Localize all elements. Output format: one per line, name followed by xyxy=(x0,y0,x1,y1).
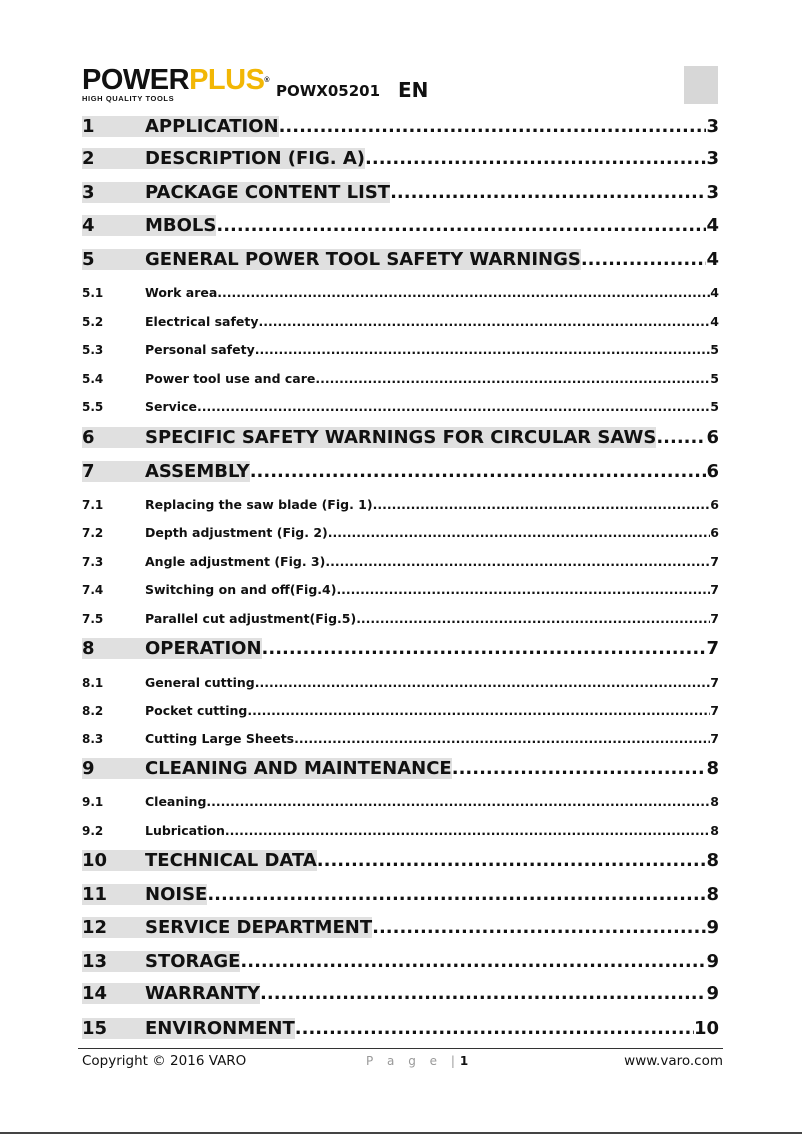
toc-entry-number-cell xyxy=(82,758,145,779)
toc-entry-title: Electrical safety xyxy=(145,314,259,329)
toc-leader-dots xyxy=(294,731,710,746)
toc-entry-page: 8 xyxy=(710,823,719,838)
toc-entry-title: Cutting Large Sheets xyxy=(145,731,295,746)
toc-entry[interactable] xyxy=(82,342,719,357)
toc-entry-number: 5.1 xyxy=(82,286,104,300)
toc-entry-page: 3 xyxy=(706,182,719,203)
toc-entry-page: 7 xyxy=(710,582,719,597)
toc-entry-number-cell xyxy=(82,917,145,938)
toc-leader-dots xyxy=(373,497,711,512)
toc-entry-title: General cutting xyxy=(145,675,255,690)
toc-entry[interactable] xyxy=(82,675,719,690)
toc-entry-number-cell xyxy=(82,983,145,1004)
toc-leader-dots xyxy=(255,675,711,690)
page-footer xyxy=(78,1048,723,1077)
toc-entry-page: 7 xyxy=(710,675,719,690)
toc-entry-number: 9.1 xyxy=(82,795,104,809)
page-indicator: P a g e |1 xyxy=(366,1054,469,1068)
toc-entry-title: PACKAGE CONTENT LIST xyxy=(145,182,391,203)
toc-entry-number: 3 xyxy=(82,182,95,203)
toc-entry-number: 10 xyxy=(82,850,108,871)
toc-entry[interactable] xyxy=(82,249,719,270)
toc-entry-number: 5.3 xyxy=(82,343,104,357)
toc-entry[interactable] xyxy=(82,758,719,779)
toc-entry[interactable] xyxy=(82,1018,719,1039)
bottom-divider xyxy=(0,1132,802,1134)
toc-leader-dots xyxy=(206,794,710,809)
toc-leader-dots xyxy=(247,703,710,718)
powerplus-logo xyxy=(82,66,269,103)
toc-entry[interactable] xyxy=(82,525,719,540)
toc-entry[interactable] xyxy=(82,611,719,626)
toc-entry-page: 3 xyxy=(706,116,719,137)
toc-entry[interactable] xyxy=(82,461,719,482)
toc-entry-number: 9.2 xyxy=(82,824,104,838)
language-code: EN xyxy=(398,78,429,102)
toc-entry-number: 11 xyxy=(82,884,108,905)
toc-leader-dots xyxy=(216,215,706,236)
toc-entry-number: 7 xyxy=(82,461,95,482)
toc-entry[interactable] xyxy=(82,638,719,659)
toc-entry-page: 9 xyxy=(706,983,719,1004)
toc-entry-number: 8.3 xyxy=(82,732,104,746)
toc-leader-dots xyxy=(279,116,707,137)
toc-entry-title: MBOLS xyxy=(145,215,217,236)
toc-entry-page: 4 xyxy=(710,314,719,329)
toc-leader-dots xyxy=(207,884,706,905)
toc-entry-number: 5.4 xyxy=(82,372,104,386)
toc-leader-dots xyxy=(295,1018,694,1039)
toc-entry-number: 6 xyxy=(82,427,95,448)
toc-entry[interactable] xyxy=(82,427,719,448)
toc-entry-number: 15 xyxy=(82,1018,108,1039)
toc-leader-dots xyxy=(317,850,707,871)
toc-entry-number: 9 xyxy=(82,758,95,779)
toc-entry-title: OPERATION xyxy=(145,638,262,659)
toc-entry-number: 8.1 xyxy=(82,676,104,690)
toc-entry-page: 7 xyxy=(706,638,719,659)
toc-entry-title: GENERAL POWER TOOL SAFETY WARNINGS xyxy=(145,249,581,270)
toc-entry[interactable] xyxy=(82,731,719,746)
toc-entry-number-cell xyxy=(82,884,145,905)
toc-entry-title: ENVIRONMENT xyxy=(145,1018,295,1039)
toc-entry[interactable] xyxy=(82,823,719,838)
toc-entry-page: 9 xyxy=(706,917,719,938)
header-grey-box xyxy=(684,66,718,104)
model-number: POWX05201 xyxy=(276,82,381,100)
toc-entry-page: 9 xyxy=(706,951,719,972)
toc-entry-page: 7 xyxy=(710,554,719,569)
toc-entry[interactable] xyxy=(82,148,719,169)
toc-leader-dots xyxy=(372,917,706,938)
toc-entry-number: 8.2 xyxy=(82,704,104,718)
toc-entry-number: 7.1 xyxy=(82,498,104,512)
toc-entry-title: Cleaning xyxy=(145,794,207,809)
toc-entry-number: 2 xyxy=(82,148,95,169)
toc-entry[interactable] xyxy=(82,794,719,809)
toc-entry-title: Power tool use and care xyxy=(145,371,316,386)
toc-leader-dots xyxy=(315,371,710,386)
toc-entry[interactable] xyxy=(82,285,719,300)
toc-entry-page: 8 xyxy=(706,884,719,905)
toc-leader-dots xyxy=(240,951,706,972)
toc-entry-title: Replacing the saw blade (Fig. 1) xyxy=(145,497,373,512)
toc-entry-number: 4 xyxy=(82,215,95,236)
toc-entry-page: 7 xyxy=(710,731,719,746)
toc-entry-number: 7.2 xyxy=(82,526,104,540)
toc-entry-page: 8 xyxy=(710,794,719,809)
toc-entry-number: 5.2 xyxy=(82,315,104,329)
toc-entry[interactable] xyxy=(82,884,719,905)
toc-leader-dots xyxy=(328,525,711,540)
toc-entry-number: 14 xyxy=(82,983,108,1004)
toc-entry-page: 6 xyxy=(710,525,719,540)
toc-entry-title: ASSEMBLY xyxy=(145,461,250,482)
toc-entry-page: 8 xyxy=(706,850,719,871)
toc-entry-number-cell xyxy=(82,951,145,972)
toc-entry-title: SERVICE DEPARTMENT xyxy=(145,917,373,938)
toc-entry[interactable] xyxy=(82,951,719,972)
toc-leader-dots xyxy=(356,611,710,626)
toc-entry-page: 5 xyxy=(710,342,719,357)
toc-entry-number-cell xyxy=(82,638,145,659)
toc-entry-number: 8 xyxy=(82,638,95,659)
toc-leader-dots xyxy=(255,342,711,357)
toc-entry-title: NOISE xyxy=(145,884,208,905)
toc-entry-number-cell xyxy=(82,182,145,203)
toc-entry[interactable] xyxy=(82,314,719,329)
toc-entry-number: 5 xyxy=(82,249,95,270)
toc-entry[interactable] xyxy=(82,399,719,414)
toc-entry-number: 7.3 xyxy=(82,555,104,569)
page-header xyxy=(82,66,718,106)
toc-entry-page: 7 xyxy=(710,611,719,626)
logo-wordmark: POWERPLUS® xyxy=(82,64,270,96)
toc-leader-dots xyxy=(656,427,706,448)
toc-leader-dots xyxy=(260,983,706,1004)
toc-entry-title: APPLICATION xyxy=(145,116,279,137)
toc-entry[interactable] xyxy=(82,116,719,137)
toc-entry-title: Lubrication xyxy=(145,823,225,838)
toc-entry-number-cell xyxy=(82,461,145,482)
toc-entry[interactable] xyxy=(82,371,719,386)
toc-entry-title: Switching on and off(Fig.4) xyxy=(145,582,337,597)
toc-leader-dots xyxy=(225,823,710,838)
toc-entry-page: 4 xyxy=(710,285,719,300)
toc-entry-title: Work area xyxy=(145,285,218,300)
toc-entry[interactable] xyxy=(82,497,719,512)
toc-entry[interactable] xyxy=(82,850,719,871)
toc-entry-title: Service xyxy=(145,399,197,414)
toc-entry[interactable] xyxy=(82,703,719,718)
toc-leader-dots xyxy=(581,249,707,270)
toc-entry-title: SPECIFIC SAFETY WARNINGS FOR CIRCULAR SAWS xyxy=(145,427,657,448)
toc-entry[interactable] xyxy=(82,182,719,203)
toc-entry-title: WARRANTY xyxy=(145,983,261,1004)
toc-entry-number: 7.4 xyxy=(82,583,104,597)
toc-entry-page: 4 xyxy=(706,249,719,270)
toc-leader-dots xyxy=(336,582,710,597)
toc-entry-number-cell xyxy=(82,1018,145,1039)
toc-entry-title: Angle adjustment (Fig. 3) xyxy=(145,554,326,569)
toc-entry[interactable] xyxy=(82,582,719,597)
toc-entry-page: 3 xyxy=(706,148,719,169)
toc-entry-number: 13 xyxy=(82,951,108,972)
toc-leader-dots xyxy=(325,554,710,569)
toc-entry-page: 6 xyxy=(706,427,719,448)
toc-leader-dots xyxy=(452,758,707,779)
toc-entry-title: CLEANING AND MAINTENANCE xyxy=(145,758,452,779)
toc-entry-number: 1 xyxy=(82,116,95,137)
copyright-text: Copyright © 2016 VARO xyxy=(82,1053,247,1069)
toc-entry-page: 5 xyxy=(710,371,719,386)
toc-entry-number: 5.5 xyxy=(82,400,104,414)
toc-entry-page: 10 xyxy=(693,1018,719,1039)
toc-entry-title: TECHNICAL DATA xyxy=(145,850,317,871)
toc-leader-dots xyxy=(197,399,710,414)
toc-entry-title: Parallel cut adjustment(Fig.5) xyxy=(145,611,357,626)
toc-entry-number-cell xyxy=(82,116,145,137)
toc-entry-page: 6 xyxy=(710,497,719,512)
toc-entry-page: 8 xyxy=(706,758,719,779)
toc-entry-number: 12 xyxy=(82,917,108,938)
toc-leader-dots xyxy=(250,461,707,482)
toc-entry-title: Personal safety xyxy=(145,342,255,357)
toc-entry-page: 4 xyxy=(706,215,719,236)
toc-leader-dots xyxy=(365,148,706,169)
logo-tagline: HIGH QUALITY TOOLS xyxy=(82,94,175,103)
toc-entry-title: Pocket cutting xyxy=(145,703,248,718)
toc-leader-dots xyxy=(390,182,706,203)
toc-entry[interactable] xyxy=(82,983,719,1004)
toc-entry-title: STORAGE xyxy=(145,951,241,972)
toc-entry-title: DESCRIPTION (FIG. A) xyxy=(145,148,366,169)
toc-entry[interactable] xyxy=(82,554,719,569)
toc-leader-dots xyxy=(262,638,707,659)
toc-leader-dots xyxy=(217,285,710,300)
toc-entry-number-cell xyxy=(82,850,145,871)
website-link[interactable]: www.varo.com xyxy=(624,1053,723,1069)
toc-entry-page: 5 xyxy=(710,399,719,414)
toc-entry-page: 7 xyxy=(710,703,719,718)
toc-entry-page: 6 xyxy=(706,461,719,482)
toc-entry-title: Depth adjustment (Fig. 2) xyxy=(145,525,328,540)
toc-entry[interactable] xyxy=(82,215,719,236)
toc-entry-number-cell xyxy=(82,249,145,270)
toc-entry-number-cell xyxy=(82,427,145,448)
toc-entry-number: 7.5 xyxy=(82,612,104,626)
toc-leader-dots xyxy=(259,314,711,329)
toc-entry[interactable] xyxy=(82,917,719,938)
toc-entry-number-cell xyxy=(82,148,145,169)
page-number: 1 xyxy=(459,1054,469,1068)
toc-entry-number-cell xyxy=(82,215,145,236)
